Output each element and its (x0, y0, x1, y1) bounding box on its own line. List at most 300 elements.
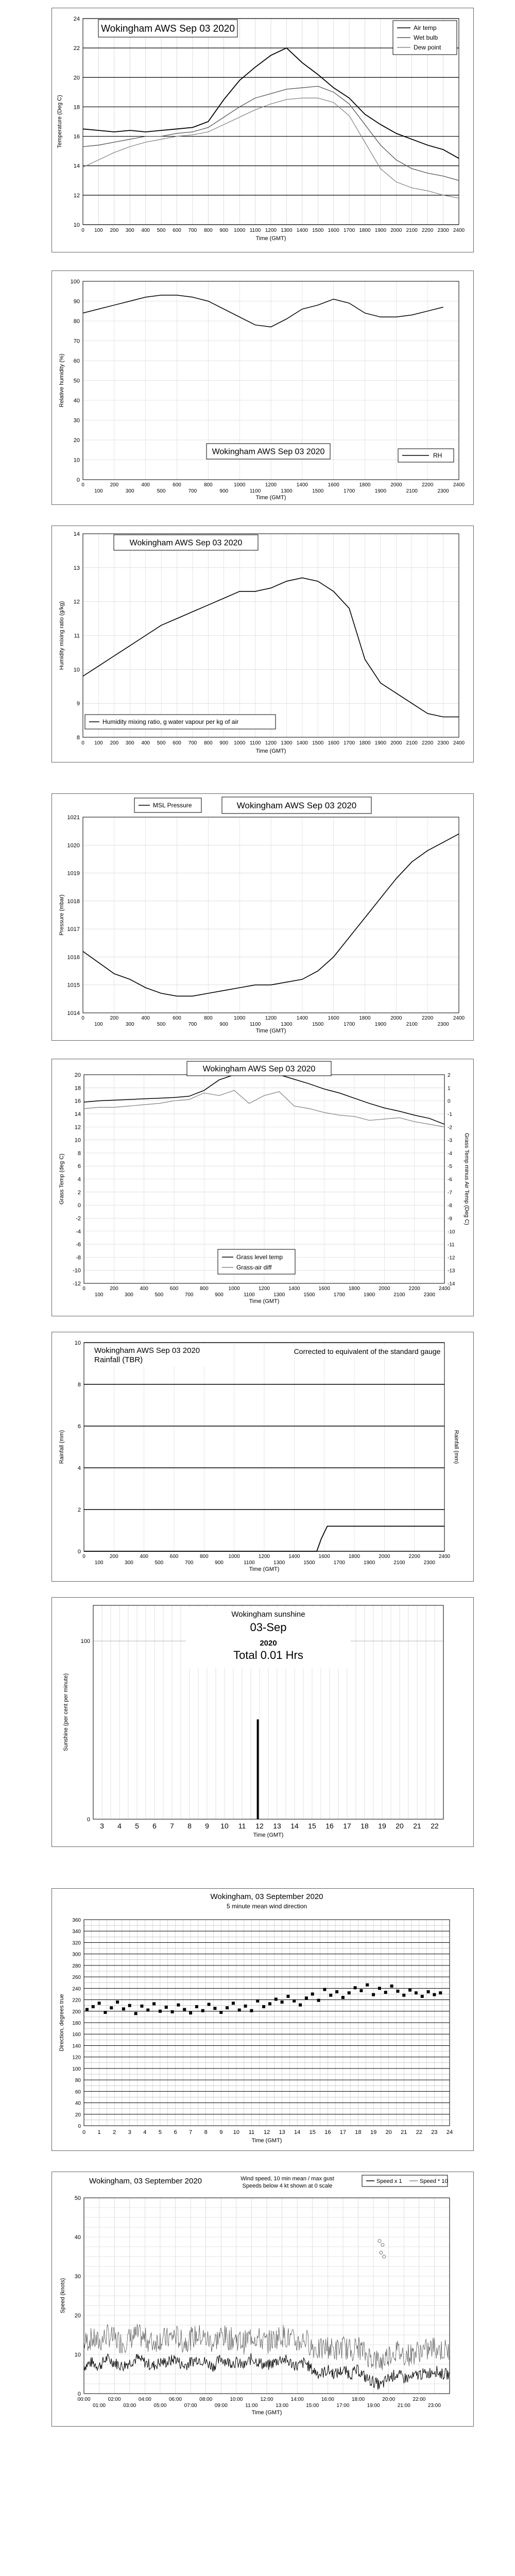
wind-direction-point (366, 1984, 369, 1987)
y-right-tick-label: -10 (448, 1229, 455, 1235)
x-tick-label: 13:00 (276, 2403, 289, 2409)
x-tick-label: 100 (94, 740, 103, 746)
y-tick-label: 1021 (67, 815, 80, 821)
y-tick-label: 22 (73, 45, 80, 52)
wind-direction-point (122, 2007, 125, 2010)
y-axis-label-right: Grass Temp minus Air Temp (Deg C) (464, 1133, 470, 1225)
x-tick-label: 1000 (228, 1554, 240, 1560)
x-tick-label: 11 (238, 1822, 246, 1830)
y-tick-label: 10 (73, 222, 80, 228)
x-tick-label: 400 (141, 1015, 150, 1021)
x-tick-label: 100 (94, 228, 103, 233)
wind-direction-point (250, 2009, 253, 2012)
y-tick-label: 1016 (67, 954, 80, 961)
y-tick-label: 280 (72, 1963, 81, 1969)
x-tick-label: 700 (188, 740, 197, 746)
wind-direction-point (98, 2002, 101, 2005)
x-tick-label: 2300 (423, 1560, 435, 1566)
legend-label: Wet bulb (414, 34, 438, 41)
x-tick-label: 20:00 (382, 2397, 396, 2402)
x-tick-label: 600 (169, 1554, 179, 1560)
x-tick-label: 23:00 (427, 2403, 441, 2409)
x-tick-label: 800 (203, 228, 213, 233)
wind-direction-point (244, 2005, 247, 2008)
x-tick-label: 1000 (234, 228, 246, 233)
wind-direction-point (372, 1993, 375, 1996)
wind-direction-point (348, 1991, 351, 1994)
legend-label: Air temp (414, 24, 437, 31)
x-tick-label: 10 (220, 1822, 229, 1830)
x-tick-label: 0 (82, 2129, 86, 2136)
x-axis-label: Time (GMT) (255, 235, 286, 242)
y-tick-label: 10 (74, 1137, 81, 1144)
y-tick-label: -6 (76, 1242, 81, 1248)
wind-direction-point (146, 2009, 149, 2012)
x-tick-label: 500 (154, 1560, 164, 1566)
y-right-tick-label: -9 (448, 1216, 452, 1222)
x-tick-label: 10:00 (230, 2397, 243, 2402)
x-tick-label: 1400 (296, 740, 308, 746)
x-tick-label: 2300 (437, 228, 449, 233)
legend-label: Humidity mixing ratio, g water vapour per kg of air (102, 718, 239, 725)
x-tick-label: 2100 (406, 228, 418, 233)
y-tick-label: 0 (87, 1817, 90, 1823)
chart-subtitle: 03-Sep (250, 1621, 287, 1634)
x-tick-label: 03:00 (123, 2403, 136, 2409)
y-tick-label: 40 (74, 2234, 81, 2241)
x-tick-label: 200 (110, 482, 119, 488)
y-tick-label: 100 (80, 1638, 90, 1645)
x-tick-label: 700 (184, 1292, 194, 1298)
y-tick-label: 200 (72, 2009, 81, 2015)
x-tick-label: 17 (339, 2129, 347, 2136)
y-tick-label: 24 (73, 16, 80, 22)
y-tick-label: 20 (73, 437, 80, 444)
pressure-chart (52, 794, 473, 1040)
y-tick-label: 300 (72, 1952, 81, 1958)
y-tick-label: 260 (72, 1975, 81, 1981)
x-tick-label: 2000 (379, 1554, 390, 1560)
y-tick-label: 120 (72, 2055, 81, 2061)
x-axis-label: Time (GMT) (253, 1832, 284, 1838)
x-tick-label: 2400 (438, 1554, 451, 1560)
wind-direction-point (311, 1992, 314, 1995)
x-tick-label: 1200 (265, 740, 277, 746)
x-tick-label: 1100 (249, 1022, 261, 1027)
x-tick-label: 2400 (453, 1015, 465, 1021)
x-tick-label: 1600 (328, 228, 339, 233)
y-tick-label: 360 (72, 1918, 81, 1923)
y-tick-label: 0 (76, 477, 80, 483)
x-tick-label: 1200 (265, 482, 277, 488)
y-tick-label: 80 (75, 2078, 81, 2084)
x-tick-label: 1100 (249, 228, 261, 233)
x-tick-label: 1000 (234, 1015, 246, 1021)
wind-direction-point (354, 1986, 357, 1989)
x-tick-label: 100 (94, 1560, 104, 1566)
y-tick-label: 100 (72, 2066, 81, 2072)
x-tick-label: 1600 (318, 1286, 330, 1292)
mixing-ratio-chart (52, 526, 473, 762)
x-tick-label: 1200 (265, 1015, 277, 1021)
wind-direction-point (335, 1990, 338, 1993)
x-tick-label: 300 (125, 228, 134, 233)
y-tick-label: 6 (77, 1163, 81, 1170)
y-tick-label: 2 (77, 1189, 81, 1196)
x-tick-label: 0 (82, 1554, 85, 1560)
x-tick-label: 13 (273, 1822, 281, 1830)
x-tick-label: 21:00 (397, 2403, 410, 2409)
x-tick-label: 6 (152, 1822, 157, 1830)
wind-direction-point (378, 1987, 381, 1990)
x-tick-label: 400 (140, 1286, 149, 1292)
x-axis-label: Time (GMT) (251, 2410, 282, 2416)
wind-direction-point (341, 1996, 345, 1999)
x-tick-label: 1000 (228, 1286, 240, 1292)
wind-direction-point (85, 2008, 89, 2011)
x-tick-label: 600 (173, 228, 181, 233)
x-tick-label: 1900 (374, 740, 387, 746)
wind-direction-point (281, 2001, 284, 2004)
x-tick-label: 1300 (281, 488, 293, 494)
x-tick-label: 2400 (453, 482, 465, 488)
x-tick-label: 21 (413, 1822, 421, 1830)
legend-label: Grass level temp (236, 1253, 283, 1261)
x-tick-label: 1600 (328, 482, 339, 488)
y-tick-label: 14 (74, 1111, 81, 1117)
chart-title: Wokingham AWS Sep 03 2020 (101, 23, 235, 35)
x-tick-label: 500 (157, 740, 166, 746)
wind-direction-point (359, 1989, 363, 1992)
wind-direction-point (128, 2004, 131, 2007)
x-tick-label: 1800 (348, 1286, 360, 1292)
y-right-tick-label: 2 (448, 1073, 451, 1078)
x-tick-label: 02:00 (108, 2397, 121, 2402)
x-tick-label: 1800 (348, 1554, 360, 1560)
x-tick-label: 24 (446, 2129, 453, 2136)
y-tick-label: 12 (73, 599, 80, 605)
humidity-chart-panel (52, 270, 474, 505)
wind-direction-point (305, 1996, 308, 1999)
x-tick-label: 1500 (312, 740, 324, 746)
x-tick-label: 900 (219, 488, 229, 494)
rainfall-chart-panel (52, 1332, 474, 1582)
x-tick-label: 19:00 (367, 2403, 380, 2409)
x-tick-label: 1600 (328, 740, 339, 746)
x-tick-label: 12 (263, 2129, 270, 2136)
x-tick-label: 22 (416, 2129, 422, 2136)
y-tick-label: 40 (73, 398, 80, 404)
x-axis-label: Time (GMT) (255, 495, 286, 501)
x-tick-label: 17:00 (336, 2403, 350, 2409)
x-tick-label: 1500 (303, 1292, 315, 1298)
x-tick-label: 300 (125, 740, 134, 746)
relative-humidity-chart (52, 271, 473, 504)
x-tick-label: 23 (431, 2129, 438, 2136)
x-tick-label: 2300 (437, 740, 449, 746)
x-tick-label: 200 (110, 740, 119, 746)
x-tick-label: 2200 (422, 482, 434, 488)
wind-direction-point (165, 2006, 168, 2009)
wind-direction-point (116, 2001, 119, 2004)
wind-direction-point (134, 2012, 138, 2015)
chart-title: Wokingham sunshine (231, 1610, 305, 1619)
chart-title: Wokingham AWS Sep 03 2020 (202, 1064, 316, 1074)
temperature-chart (52, 8, 473, 252)
x-tick-label: 2400 (438, 1286, 451, 1292)
chart-title: Wokingham AWS Sep 03 2020 (236, 800, 357, 810)
y-tick-label: 1020 (67, 842, 80, 849)
x-tick-label: 400 (141, 482, 150, 488)
x-tick-label: 700 (184, 1560, 194, 1566)
x-tick-label: 1800 (359, 740, 371, 746)
x-tick-label: 100 (94, 488, 103, 494)
x-tick-label: 16 (324, 2129, 331, 2136)
wind-direction-point (268, 2002, 271, 2005)
wind-direction-point (171, 2010, 174, 2013)
x-tick-label: 2100 (393, 1560, 405, 1566)
x-tick-label: 1100 (249, 488, 261, 494)
x-tick-label: 1500 (303, 1560, 315, 1566)
y-tick-label: 2 (77, 1507, 81, 1513)
x-tick-label: 600 (173, 740, 181, 746)
x-tick-label: 12:00 (260, 2397, 273, 2402)
y-tick-label: 18 (73, 104, 80, 111)
y-tick-label: 1014 (67, 1010, 80, 1016)
x-tick-label: 17 (343, 1822, 351, 1830)
chart-title: Wokingham AWS Sep 03 2020 (212, 447, 325, 456)
wind-direction-point (384, 1991, 387, 1994)
mixing-ratio-chart-panel (52, 526, 474, 762)
x-tick-label: 1400 (296, 482, 308, 488)
x-tick-label: 1100 (244, 1560, 255, 1566)
x-tick-label: 0 (82, 1286, 85, 1292)
y-axis-label: Rainfall (mm) (59, 1430, 65, 1464)
x-tick-label: 200 (109, 1554, 118, 1560)
y-tick-label: 0 (77, 1549, 81, 1555)
x-tick-label: 1300 (281, 740, 293, 746)
wind-direction-point (110, 2006, 113, 2009)
speed-x10-point (381, 2243, 384, 2246)
x-tick-label: 1400 (296, 1015, 308, 1021)
x-tick-label: 1 (97, 2129, 101, 2136)
chart-title: Wokingham, 03 September 2020 (89, 2177, 202, 2185)
x-tick-label: 1800 (359, 1015, 371, 1021)
y-tick-label: 70 (73, 338, 80, 345)
wind-direction-point (208, 2003, 211, 2006)
x-tick-label: 04:00 (138, 2397, 151, 2402)
y-axis-label: Temperature (Deg C) (57, 95, 63, 148)
x-tick-label: 1700 (343, 488, 355, 494)
x-tick-label: 18 (360, 1822, 369, 1830)
x-tick-label: 2000 (390, 1015, 402, 1021)
x-tick-label: 06:00 (168, 2397, 182, 2402)
wind-direction-chart (52, 1889, 473, 2150)
y-axis-label: Grass Temp (deg C) (59, 1154, 65, 1205)
x-tick-label: 0 (81, 1015, 84, 1021)
y-axis-label: Relative humidity (%) (59, 353, 65, 408)
x-tick-label: 900 (219, 740, 229, 746)
y-tick-label: 50 (74, 2195, 81, 2201)
x-tick-label: 18 (355, 2129, 362, 2136)
x-tick-label: 14 (290, 1822, 299, 1830)
y-tick-label: 0 (78, 2124, 81, 2129)
x-tick-label: 500 (157, 1022, 166, 1027)
wind-direction-point (152, 2002, 156, 2005)
y-right-tick-label: -11 (448, 1242, 455, 1248)
x-tick-label: 1300 (273, 1292, 285, 1298)
x-tick-label: 2100 (393, 1292, 405, 1298)
x-tick-label: 800 (203, 1015, 213, 1021)
x-tick-label: 1900 (374, 488, 387, 494)
y-tick-label: 50 (73, 378, 80, 384)
y-right-tick-label: 0 (448, 1098, 451, 1105)
wind-direction-point (402, 1994, 405, 1997)
x-tick-label: 15:00 (306, 2403, 319, 2409)
x-tick-label: 1300 (273, 1560, 285, 1566)
pressure-chart-panel (52, 793, 474, 1041)
sunshine-chart (52, 1598, 473, 1846)
y-axis-label: Pressure (mbar) (59, 894, 65, 936)
chart-total: Total 0.01 Hrs (233, 1649, 303, 1662)
x-axis-label: Time (GMT) (249, 1298, 280, 1304)
y-tick-label: -4 (76, 1228, 81, 1235)
x-tick-label: 2300 (437, 1022, 449, 1027)
legend-label: Speed * 10 (420, 2178, 448, 2184)
y-tick-label: 0 (77, 1202, 81, 1209)
x-tick-label: 1900 (374, 1022, 387, 1027)
wind-direction-point (427, 1990, 430, 1993)
x-tick-label: 800 (203, 740, 213, 746)
y-tick-label: 90 (73, 298, 80, 305)
y-tick-label: 320 (72, 1940, 81, 1946)
x-tick-label: 100 (94, 1292, 104, 1298)
y-tick-label: 9 (76, 701, 80, 707)
legend-label: RH (433, 452, 442, 459)
wind-direction-point (299, 2004, 302, 2007)
x-tick-label: 2200 (422, 1015, 434, 1021)
x-tick-label: 1500 (312, 1022, 324, 1027)
x-tick-label: 200 (109, 1286, 118, 1292)
y-right-tick-label: -2 (448, 1125, 452, 1131)
y-tick-label: 20 (73, 75, 80, 81)
x-tick-label: 2300 (423, 1292, 435, 1298)
legend-label: Dew point (414, 44, 441, 51)
grass-temp-chart-panel (52, 1059, 474, 1316)
x-tick-label: 14 (294, 2129, 301, 2136)
y-tick-label: 1019 (67, 870, 80, 877)
x-tick-label: 1000 (234, 482, 246, 488)
wind-direction-point (433, 1993, 436, 1996)
x-tick-label: 900 (219, 1022, 229, 1027)
y-tick-label: 160 (72, 2032, 81, 2038)
y-tick-label: 20 (75, 2112, 81, 2118)
y-tick-label: 40 (75, 2100, 81, 2107)
x-tick-label: 400 (140, 1554, 149, 1560)
x-axis-label: Time (GMT) (255, 748, 286, 754)
x-tick-label: 1700 (343, 228, 355, 233)
grass-temp-chart (52, 1059, 473, 1316)
x-tick-label: 1400 (288, 1554, 300, 1560)
temperature-chart-panel (52, 8, 474, 252)
x-tick-label: 0 (81, 740, 84, 746)
x-tick-label: 700 (188, 228, 197, 233)
x-tick-label: 2000 (390, 482, 402, 488)
y-tick-label: 1017 (67, 926, 80, 933)
wind-direction-point (317, 1999, 320, 2002)
y-tick-label: 30 (74, 2274, 81, 2280)
x-tick-label: 1600 (318, 1554, 330, 1560)
x-axis-label: Time (GMT) (249, 1566, 280, 1572)
x-tick-label: 1300 (281, 1022, 293, 1027)
y-tick-label: -12 (73, 1281, 81, 1287)
x-tick-label: 4 (117, 1822, 122, 1830)
wind-direction-point (140, 2005, 143, 2008)
x-tick-label: 1500 (312, 228, 324, 233)
y-tick-label: 100 (70, 279, 80, 285)
x-tick-label: 1200 (258, 1554, 270, 1560)
x-tick-label: 9 (205, 1822, 209, 1830)
x-tick-label: 08:00 (199, 2397, 213, 2402)
y-tick-label: 14 (73, 531, 80, 537)
x-tick-label: 11 (248, 2129, 255, 2136)
chart-subtitle: Speeds below 4 kt shown at 0 scale (242, 2183, 333, 2189)
wind-direction-point (195, 2005, 198, 2008)
wind-direction-point (232, 2002, 235, 2005)
wind-direction-point (421, 1995, 424, 1998)
wind-direction-point (226, 2006, 229, 2009)
x-tick-label: 1700 (333, 1560, 345, 1566)
x-tick-label: 7 (170, 1822, 174, 1830)
x-tick-label: 19 (378, 1822, 386, 1830)
wind-direction-chart-panel (52, 1888, 474, 2151)
x-tick-label: 2000 (390, 228, 402, 233)
x-tick-label: 4 (143, 2129, 147, 2136)
y-tick-label: 8 (77, 1382, 81, 1388)
wind-direction-point (396, 1990, 399, 1993)
x-axis-label: Time (GMT) (255, 1028, 286, 1034)
y-tick-label: 220 (72, 1997, 81, 2004)
wind-direction-point (159, 2010, 162, 2013)
y-tick-label: 20 (74, 1072, 81, 1078)
x-tick-label: 2000 (379, 1286, 390, 1292)
x-tick-label: 2200 (408, 1554, 420, 1560)
wind-direction-point (238, 2009, 241, 2012)
wind-direction-point (329, 1994, 332, 1997)
x-tick-label: 8 (204, 2129, 208, 2136)
x-tick-label: 600 (169, 1286, 179, 1292)
x-tick-label: 800 (199, 1554, 209, 1560)
y-tick-label: 20 (74, 2313, 81, 2319)
x-tick-label: 8 (187, 1822, 192, 1830)
legend-label: MSL Pressure (153, 802, 192, 809)
chart-subtitle: 5 minute mean wind direction (226, 1903, 307, 1910)
x-tick-label: 16:00 (321, 2397, 334, 2402)
wind-direction-point (274, 1997, 278, 2001)
wind-direction-point (415, 1991, 418, 1994)
x-tick-label: 900 (215, 1292, 224, 1298)
x-tick-label: 05:00 (153, 2403, 167, 2409)
x-tick-label: 300 (125, 488, 134, 494)
chart-annotation: Corrected to equivalent of the standard gauge (294, 1347, 441, 1355)
y-tick-label: 340 (72, 1929, 81, 1935)
chart-title: Wokingham AWS Sep 03 2020 (94, 1346, 200, 1355)
y-axis-label: Direction, degrees true (59, 1994, 65, 2052)
wind-direction-point (213, 2007, 216, 2010)
x-tick-label: 100 (94, 1022, 103, 1027)
x-tick-label: 400 (141, 740, 150, 746)
y-tick-label: 6 (77, 1423, 81, 1430)
